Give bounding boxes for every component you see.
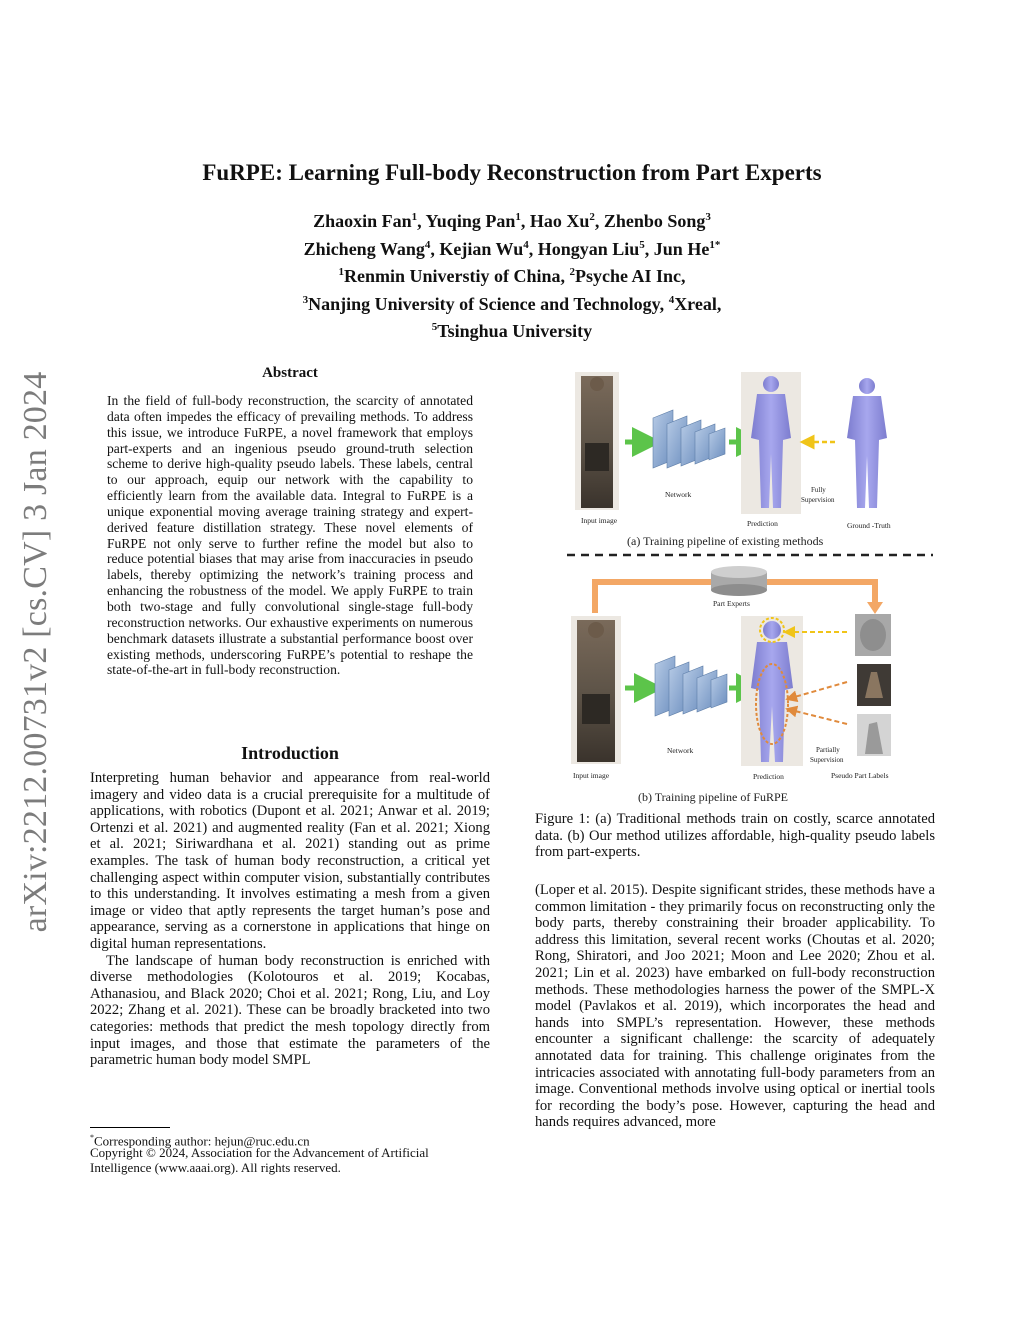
arxiv-id: arXiv:2212.00731v2 [cs.CV] 3 Jan 2024 [17,371,54,933]
label-input-a: Input image [581,516,618,525]
affiliation: Psyche AI Inc, [575,266,686,286]
prediction-mesh-a [741,372,801,514]
network-icon-b [655,656,727,716]
ground-truth-mesh [845,374,889,514]
author-line-1: Zhaoxin Fan$^1$, Yuqing Pan$^1$, Hao Xu$^2$, Zhenbo Song$^3$ [313,211,711,231]
affiliation-line-1: $^1$Renmin Universtiy of China, $^2$Psyche AI Inc, [338,266,686,286]
intro-paragraph-1: Interpreting human behavior and appearance from real-world imagery and video data is a crucial prerequisite for a multitude of applications, with robotics (Dupont et al. 2021; Anwar et al. 2019; Ortenzi et al. 2021) and augmented reality (Fan et al. 2021; Xiong et al. 2021; Siriwardhana et al. 2021) standing out as prime examples. The task of human body reconstruction, a critical yet challenging aspect within computer vision, substantially contributes to this understanding. It involves estimating a mesh from a given image or video that aptly represents the target human’s pose and appearance, serving as a cornerstone in applications that hinge on digital human representations. [90,770,490,952]
right-column-body: (Loper et al. 2015). Despite significant strides, these methods have a common limitation - they primarily focus on reconstructing only the body parts, thereby constraining their broader applicability. To address this limitation, several recent works (Choutas et al. 2020; Rong, Shiratori, and Joo 2021; Moon and Lee 2020; Zhou et al. 2021; Lin et al. 2023) have embarked on full-body reconstruction methods. These methodologies harness the power of the SMPL-X model (Pavlakos et al. 2019), which incorporates the head and hands into SMPL’s representation. However, these methods encounter a significant challenge: the scarcity of adequately annotated data for training. This challenge originates from the intricacies associated with annotating full-body parameters from an image. Conventional methods involve using optical or inertial tools for recording the body’s pose. However, capturing the head and hands requires advanced, more [535,882,935,1131]
part-experts-icon [711,566,767,596]
author-line-2: Zhicheng Wang$^4$, Kejian Wu$^4$, Hongyan Liu$^5$, Jun $He^{1*}$ [303,238,721,259]
introduction-heading: Introduction [241,743,339,763]
abstract-text: In the field of full-body reconstruction, the scarcity of annotated data often impedes the efficacy of prevailing methods. To address this issue, we introduce FuRPE, a novel framework that employs part-experts and an ingenious pseudo ground-truth selection scheme to derive high-quality pseudo labels. These labels, central to our approach, equip our network with the capability to efficiently learn from the available data. Integral to FuRPE is a unique exponential moving average training strategy and expert-derived feature distillation strategy. These novel elements of FuRPE not only serve to further refine the model but also to reduce potential biases that may arise from inaccuracies in pseudo labels, thereby optimizing the network’s training process and enhancing the robustness of the model. We apply FuRPE to train both two-stage and fully convolutional single-stage full-body reconstruction networks. Our exhaustive experiments on numerous benchmark datasets illustrate a substantial performance boost over existing methods, underscoring FuRPE’s potential to reshape the state-of-the-art in full-body reconstruction. [107,393,473,678]
author-name: Jun He [653,238,710,259]
footnote-text: Corresponding author: hejun@ruc.edu.cn [94,1133,310,1149]
footnote-mark: * [90,1133,94,1142]
affiliation: Renmin Universtiy of China, [343,266,565,286]
input-image-a [575,372,619,510]
affiliation: Xreal, [674,293,722,314]
panel-a [575,372,891,548]
figure-1-caption: Figure 1: (a) Traditional methods train on costly, scarce annotated data. (b) Our method utilizes affordable, high-quality pseudo labels from part-experts. [535,811,935,861]
pseudo-part-labels [855,614,891,756]
caption-a: (a) Training pipeline of existing methods [627,534,824,548]
author-name: Zhaoxin Fan [313,211,412,231]
copyright-notice: Copyright © 2024, Association for the Advancement of Artificial Intelligence (www.aaai.org). All rights reserved. [90,1145,429,1176]
affiliation: Nanjing University of Science and Technology, [308,293,665,314]
label-prediction-b: Prediction [753,772,784,781]
label-input-b: Input image [573,771,610,780]
input-image-b [571,616,621,764]
panel-b [571,566,891,804]
intro-paragraph-2: The landscape of human body reconstruction is enriched with diverse methodologies (Kolotouros et al. 2019; Kocabas, Athanasiou, and Black 2020; Choi et al. 2021; Rong, Liu, and Loy 2022; Zhang et al. 2021). These can be broadly bracketed into two categories: methods that predict the mesh topology directly from input images, and those that estimate the parameters of the parametric human body model SMPL [90,952,490,1069]
affiliation: Tsinghua University [437,321,593,341]
paper-title: FuRPE: Learning Full-body Reconstruction from Part Experts [202,160,822,185]
label-supervision-a: Supervision [801,496,835,504]
author-name: Hongyan Liu [537,238,640,259]
author-name: Zhicheng Wang [303,238,425,259]
author-name: Yuqing Pan [425,211,516,231]
prediction-mesh-b [741,616,803,766]
label-prediction-a: Prediction [747,519,778,528]
introduction-body [90,770,490,1069]
label-supervision-b: Supervision [810,756,844,764]
author-name: Hao Xu [529,211,590,231]
author-block [90,206,934,344]
network-icon-a [653,410,725,468]
label-partially: Partially [816,746,840,754]
label-network-a: Network [665,490,692,499]
arrowhead-orange-top [867,602,883,614]
author-name: Zhenbo Song [603,211,706,231]
label-network-b: Network [667,746,694,755]
figure-1 [565,368,935,808]
arxiv-stamp [6,372,66,932]
abstract-heading: Abstract [262,365,318,381]
affiliation-line-2: $^3$Nanjing University of Science and Technology, $^4$Xreal, [302,293,722,314]
author-name: Kejian Wu [439,238,524,259]
label-fully: Fully [811,486,826,494]
label-pseudo-part-labels: Pseudo Part Labels [831,771,889,780]
caption-b: (b) Training pipeline of FuRPE [638,790,789,804]
label-ground-truth: Ground -Truth [847,521,891,530]
affiliation-line-3: $^5$Tsinghua University [431,321,593,341]
label-part-experts: Part Experts [713,599,750,608]
footnote-rule [90,1127,170,1128]
